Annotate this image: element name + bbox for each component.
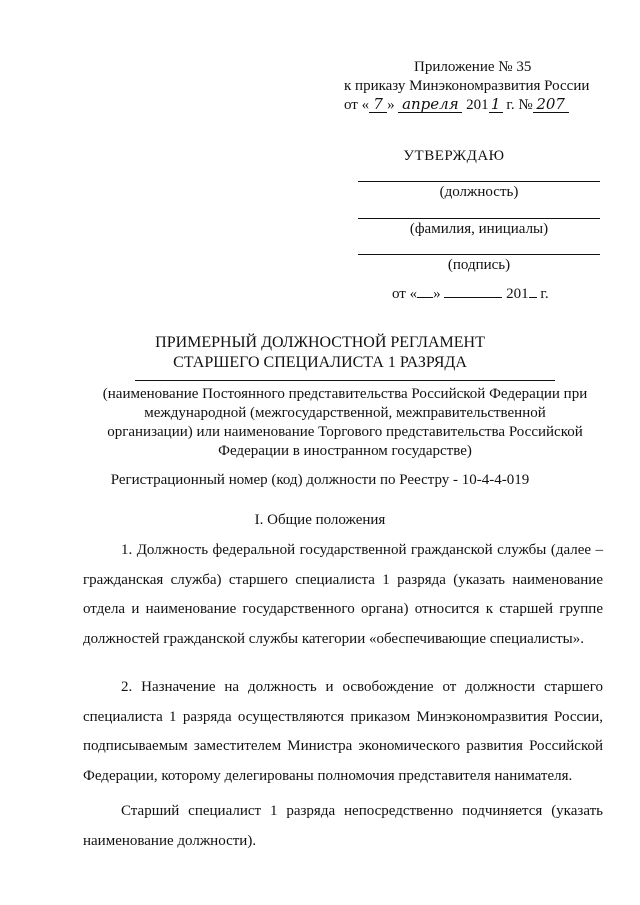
document-title <box>0 333 640 373</box>
appendix-header <box>330 58 630 115</box>
handwritten-year-digit: 1 <box>489 97 503 113</box>
date-prefix: от « <box>344 97 370 113</box>
organization-line <box>135 380 555 381</box>
paragraph-1: 1. Должность федеральной государственной гражданской службы (далее – гражданская служба) старшего специалиста 1 разряда (указать наименование отдела и наименование государственного органа) относится к старшей группе должностей гражданской службы категории «обеспечивающие специалисты». <box>83 542 603 647</box>
approval-date-mid: » <box>433 286 441 302</box>
approval-date-prefix: от « <box>392 286 418 302</box>
title-line-2: СТАРШЕГО СПЕЦИАЛИСТА 1 РАЗРЯДА <box>173 354 467 371</box>
position-caption: (должность) <box>439 184 519 200</box>
approval-date-suffix: г. <box>540 286 549 302</box>
organization-caption: (наименование Постоянного представительства Российской Федерации при международной (межгосударственной, межправительственной организации) или наименование Торгового представительства Российской Федерации в иностранном государстве) <box>102 386 588 459</box>
number-prefix: г. № <box>506 97 533 113</box>
approval-date-year: 201 <box>506 286 529 302</box>
approval-title: УТВЕРЖДАЮ <box>403 148 505 164</box>
appendix-number: Приложение № 35 <box>414 59 532 75</box>
name-caption: (фамилия, инициалы) <box>409 221 549 237</box>
month-blank <box>444 285 502 298</box>
section-title: I. Общие положения <box>254 512 386 528</box>
name-line <box>358 218 600 219</box>
day-blank <box>417 285 433 298</box>
handwritten-month: апреля <box>398 97 462 113</box>
approval-date <box>392 285 549 303</box>
appendix-order-ref: к приказу Минэкономразвития России <box>344 78 590 94</box>
handwritten-order-number: 207 <box>533 97 569 113</box>
signature-caption: (подпись) <box>447 257 511 273</box>
appendix-date-line <box>330 96 630 115</box>
paragraph-3: Старший специалист 1 разряда непосредственно подчиняется (указать наименование должности). <box>83 803 603 849</box>
paragraph-2: 2. Назначение на должность и освобождение от должности старшего специалиста 1 разряда осуществляются приказом Минэкономразвития России, подписываемым заместителем Министра экономического развития Российской Федерации, которому делегированы полномочия представителя нанимателя. <box>83 679 603 784</box>
year-prefix: 201 <box>466 97 489 113</box>
registration-number: Регистрационный номер (код) должности по Реестру - 10-4-4-019 <box>110 472 530 488</box>
year-blank <box>529 285 537 298</box>
date-mid: » <box>387 97 395 113</box>
title-line-1: ПРИМЕРНЫЙ ДОЛЖНОСТНОЙ РЕГЛАМЕНТ <box>155 334 485 351</box>
signature-line <box>358 254 600 255</box>
handwritten-day: 7 <box>369 97 387 113</box>
position-line <box>358 181 600 182</box>
